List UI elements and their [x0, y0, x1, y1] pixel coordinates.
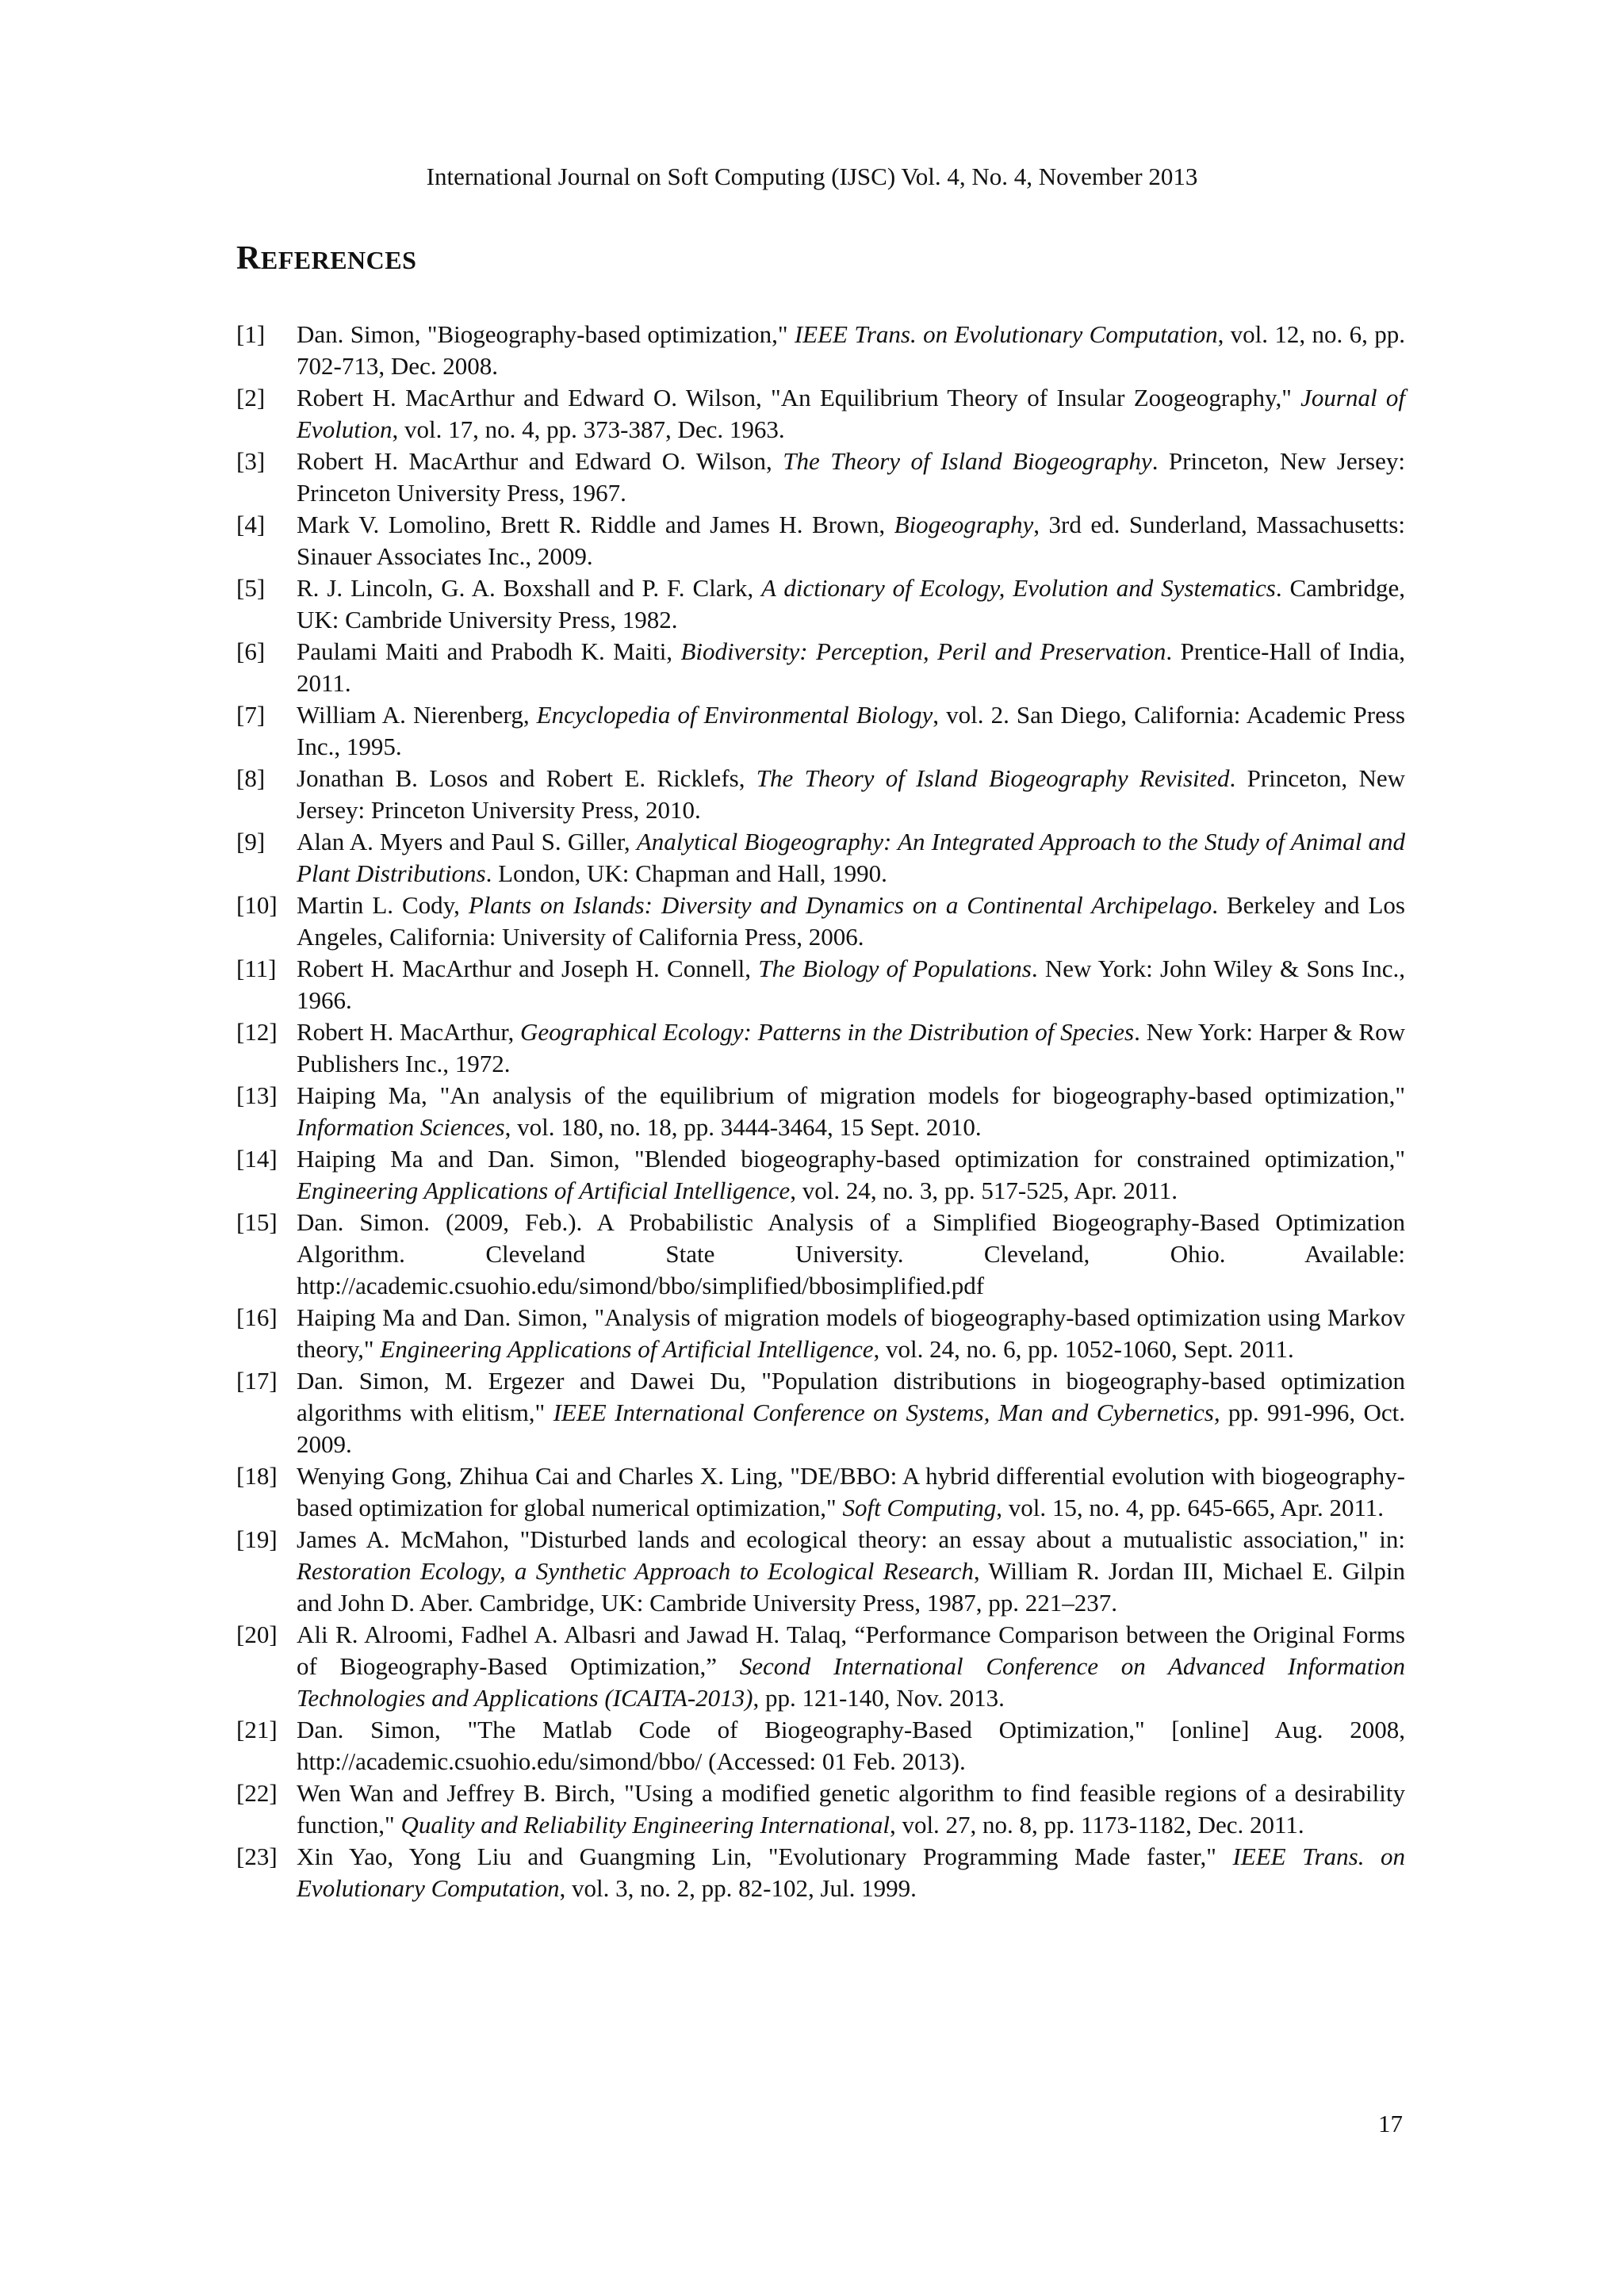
- reference-source: A dictionary of Ecology, Evolution and Systematics: [761, 574, 1276, 602]
- reference-number: [11]: [236, 955, 277, 982]
- reference-number: [19]: [236, 1525, 278, 1553]
- reference-text: [297, 1777, 1405, 1841]
- reference-item: [236, 1841, 1405, 1904]
- reference-item: [236, 1777, 1405, 1841]
- reference-source: The Biology of Populations: [758, 955, 1032, 982]
- reference-number: [16]: [236, 1303, 278, 1331]
- reference-authors-title: Haiping Ma and Dan. Simon, "Analysis of migration models of biogeography-based optimization using Markov theory,": [297, 1303, 1405, 1363]
- reference-source: Encyclopedia of Environmental Biology: [536, 701, 933, 729]
- reference-text: [297, 1080, 1405, 1143]
- reference-authors-title: Xin Yao, Yong Liu and Guangming Lin, "Evolutionary Programming Made faster,": [297, 1843, 1233, 1870]
- reference-item: [236, 1619, 1405, 1714]
- heading-rest: EFERENCES: [260, 246, 417, 274]
- reference-text: [297, 1207, 1405, 1302]
- reference-authors-title: Mark V. Lomolino, Brett R. Riddle and James H. Brown,: [297, 511, 894, 538]
- reference-details: . London, UK: Chapman and Hall, 1990.: [485, 859, 887, 887]
- reference-source: IEEE Trans. on Evolutionary Computation: [297, 1843, 1405, 1902]
- reference-source: Soft Computing: [842, 1494, 997, 1521]
- reference-authors-title: Wen Wan and Jeffrey B. Birch, "Using a modified genetic algorithm to find feasible regions of a desirability function,": [297, 1779, 1405, 1839]
- reference-number: [22]: [236, 1779, 278, 1807]
- reference-details: , vol. 24, no. 3, pp. 517-525, Apr. 2011.: [790, 1177, 1178, 1204]
- reference-authors-title: Haiping Ma, "An analysis of the equilibrium of migration models for biogeography-based optimization,": [297, 1081, 1405, 1109]
- reference-number: [1]: [236, 320, 266, 348]
- reference-authors-title: Wenying Gong, Zhihua Cai and Charles X. Ling, "DE/BBO: A hybrid differential evolution with biogeography-based optimization for global numerical optimization,": [297, 1462, 1405, 1521]
- reference-details: , vol. 24, no. 6, pp. 1052-1060, Sept. 2011.: [873, 1335, 1294, 1363]
- reference-number: [5]: [236, 574, 266, 602]
- reference-source: The Theory of Island Biogeography: [783, 447, 1152, 475]
- reference-item: [236, 1080, 1405, 1143]
- reference-details: . New York: Harper & Row Publishers Inc., 1972.: [297, 1018, 1405, 1077]
- reference-text: [297, 953, 1405, 1016]
- reference-authors-title: Robert H. MacArthur and Edward O. Wilson, "An Equilibrium Theory of Insular Zoogeography,": [297, 384, 1301, 411]
- reference-item: [236, 446, 1405, 509]
- reference-details: . Prentice-Hall of India, 2011.: [297, 637, 1406, 697]
- reference-text: [297, 1460, 1405, 1524]
- reference-item: [236, 826, 1405, 890]
- section-heading: [236, 239, 416, 277]
- reference-text: [297, 1714, 1405, 1777]
- reference-number: [15]: [236, 1208, 278, 1236]
- reference-text: [297, 1619, 1405, 1714]
- reference-number: [17]: [236, 1367, 278, 1395]
- reference-source: Plants on Islands: Diversity and Dynamics on a Continental Archipelago: [468, 891, 1212, 919]
- reference-item: [236, 1365, 1405, 1460]
- reference-text: [297, 319, 1405, 382]
- reference-item: [236, 1302, 1405, 1365]
- reference-item: [236, 319, 1405, 382]
- reference-text: [297, 1365, 1405, 1460]
- reference-details: . Cambridge, UK: Cambride University Press, 1982.: [297, 574, 1405, 633]
- running-header: International Journal on Soft Computing (IJSC) Vol. 4, No. 4, November 2013: [426, 163, 1198, 190]
- reference-authors-title: Dan. Simon, "Biogeography-based optimization,": [297, 320, 795, 348]
- reference-number: [2]: [236, 384, 266, 411]
- reference-text: [297, 572, 1405, 636]
- reference-list: [236, 319, 1405, 1904]
- reference-number: [8]: [236, 764, 266, 792]
- reference-source: Journal of Evolution: [297, 384, 1405, 443]
- reference-authors-title: R. J. Lincoln, G. A. Boxshall and P. F. Clark,: [297, 574, 762, 602]
- reference-text: [297, 1841, 1405, 1904]
- reference-details: . Princeton, New Jersey: Princeton University Press, 1967.: [297, 447, 1405, 507]
- reference-number: [10]: [236, 891, 278, 919]
- reference-authors-title: William A. Nierenberg,: [297, 701, 537, 729]
- reference-details: . Berkeley and Los Angeles, California: University of California Press, 2006.: [297, 891, 1405, 951]
- reference-source: Second International Conference on Advanced Information Technologies and Applications (ICAITA-2013): [297, 1652, 1405, 1712]
- reference-number: [20]: [236, 1621, 278, 1648]
- reference-item: [236, 1524, 1405, 1619]
- reference-text: [297, 636, 1405, 699]
- reference-details: , vol. 2. San Diego, California: Academic Press Inc., 1995.: [297, 701, 1405, 760]
- reference-authors-title: Jonathan B. Losos and Robert E. Ricklefs,: [297, 764, 756, 792]
- reference-authors-title: Robert H. MacArthur and Edward O. Wilson,: [297, 447, 783, 475]
- heading-initial: R: [236, 240, 261, 277]
- reference-authors-title: Robert H. MacArthur and Joseph H. Connell,: [297, 955, 759, 982]
- reference-text: [297, 763, 1405, 826]
- reference-authors-title: Alan A. Myers and Paul S. Giller,: [297, 828, 637, 855]
- reference-text: [297, 446, 1405, 509]
- reference-item: [236, 382, 1405, 446]
- reference-details: , vol. 27, no. 8, pp. 1173-1182, Dec. 2011.: [889, 1811, 1304, 1839]
- reference-item: [236, 890, 1405, 953]
- reference-source: Analytical Biogeography: An Integrated Approach to the Study of Animal and Plant Distributions: [297, 828, 1406, 887]
- reference-source: IEEE International Conference on Systems, Man and Cybernetics,: [553, 1399, 1220, 1426]
- reference-number: [9]: [236, 828, 266, 855]
- reference-authors-title: Martin L. Cody,: [297, 891, 469, 919]
- reference-item: [236, 1714, 1405, 1777]
- reference-number: [21]: [236, 1716, 278, 1743]
- reference-details: , vol. 180, no. 18, pp. 3444-3464, 15 Sept. 2010.: [504, 1113, 982, 1141]
- reference-authors-title: James A. McMahon, "Disturbed lands and ecological theory: an essay about a mutualistic association," in:: [297, 1525, 1405, 1553]
- reference-item: [236, 1207, 1405, 1302]
- reference-number: [4]: [236, 511, 266, 538]
- reference-number: [14]: [236, 1145, 278, 1173]
- reference-details: , vol. 12, no. 6, pp. 702-713, Dec. 2008.: [297, 320, 1405, 380]
- reference-item: [236, 509, 1405, 572]
- reference-item: [236, 636, 1405, 699]
- reference-source: Engineering Applications of Artificial Intelligence: [380, 1335, 874, 1363]
- reference-source: Restoration Ecology, a Synthetic Approach to Ecological Research: [297, 1557, 974, 1585]
- reference-item: [236, 1016, 1405, 1080]
- reference-authors-title: Ali R. Alroomi, Fadhel A. Albasri and Jawad H. Talaq, “Performance Comparison between the Original Forms of Biogeography-Based Optimization,”: [297, 1621, 1405, 1680]
- reference-details: , 3rd ed. Sunderland, Massachusetts: Sinauer Associates Inc., 2009.: [297, 511, 1405, 570]
- page-number: 17: [1378, 2110, 1403, 2137]
- reference-text: [297, 890, 1405, 953]
- reference-source: Quality and Reliability Engineering International: [400, 1811, 890, 1839]
- reference-item: [236, 572, 1405, 636]
- reference-source: Biogeography: [894, 511, 1034, 538]
- reference-item: [236, 1460, 1405, 1524]
- reference-authors-title: Robert H. MacArthur,: [297, 1018, 521, 1046]
- reference-details: , vol. 3, no. 2, pp. 82-102, Jul. 1999.: [559, 1874, 917, 1902]
- reference-details: , vol. 17, no. 4, pp. 373-387, Dec. 1963.: [392, 415, 785, 443]
- reference-number: [13]: [236, 1081, 278, 1109]
- reference-source: Geographical Ecology: Patterns in the Distribution of Species: [520, 1018, 1135, 1046]
- reference-details: . New York: John Wiley & Sons Inc., 1966.: [297, 955, 1405, 1014]
- reference-text: [297, 382, 1405, 446]
- reference-item: [236, 699, 1405, 763]
- reference-text: [297, 1143, 1405, 1207]
- reference-details: , pp. 121-140, Nov. 2013.: [753, 1684, 1005, 1712]
- reference-number: [18]: [236, 1462, 278, 1490]
- reference-authors-title: Dan. Simon, M. Ergezer and Dawei Du, "Population distributions in biogeography-based optimization algorithms with elitism,": [297, 1367, 1405, 1426]
- reference-source: Biodiversity: Perception, Peril and Preservation: [680, 637, 1166, 665]
- reference-item: [236, 953, 1405, 1016]
- reference-details: , William R. Jordan III, Michael E. Gilpin and John D. Aber. Cambridge, UK: Cambride University Press, 1987, pp. 221–237.: [297, 1557, 1405, 1617]
- reference-text: [297, 1524, 1405, 1619]
- reference-source: Information Sciences: [297, 1113, 505, 1141]
- reference-number: [23]: [236, 1843, 278, 1870]
- reference-authors-title: Dan. Simon, "The Matlab Code of Biogeography-Based Optimization," [online] Aug. 2008, http://academic.csuohio.edu/simond/bbo/ (Accessed: 01 Feb. 2013).: [297, 1716, 1405, 1775]
- reference-details: pp. 991-996, Oct. 2009.: [297, 1399, 1405, 1458]
- reference-item: [236, 763, 1405, 826]
- reference-source: Engineering Applications of Artificial Intelligence: [297, 1177, 791, 1204]
- reference-details: , vol. 15, no. 4, pp. 645-665, Apr. 2011.: [996, 1494, 1385, 1521]
- reference-item: [236, 1143, 1405, 1207]
- reference-number: [12]: [236, 1018, 278, 1046]
- reference-number: [7]: [236, 701, 266, 729]
- reference-text: [297, 1302, 1405, 1365]
- reference-number: [6]: [236, 637, 266, 665]
- reference-text: [297, 509, 1405, 572]
- reference-text: [297, 1016, 1405, 1080]
- reference-text: [297, 699, 1405, 763]
- reference-number: [3]: [236, 447, 266, 475]
- reference-authors-title: Haiping Ma and Dan. Simon, "Blended biogeography-based optimization for constrained optimization,": [297, 1145, 1405, 1173]
- reference-text: [297, 826, 1405, 890]
- reference-source: The Theory of Island Biogeography Revisited: [756, 764, 1230, 792]
- reference-authors-title: Dan. Simon. (2009, Feb.). A Probabilistic Analysis of a Simplified Biogeography-Based Optimization Algorithm. Cleveland State University. Cleveland, Ohio. Available: http://academic.csuohio.edu/simond/bbo/simplified/bbosimplified.pdf: [297, 1208, 1405, 1299]
- reference-authors-title: Paulami Maiti and Prabodh K. Maiti,: [297, 637, 681, 665]
- reference-source: IEEE Trans. on Evolutionary Computation: [794, 320, 1218, 348]
- reference-details: . Princeton, New Jersey: Princeton University Press, 2010.: [297, 764, 1406, 824]
